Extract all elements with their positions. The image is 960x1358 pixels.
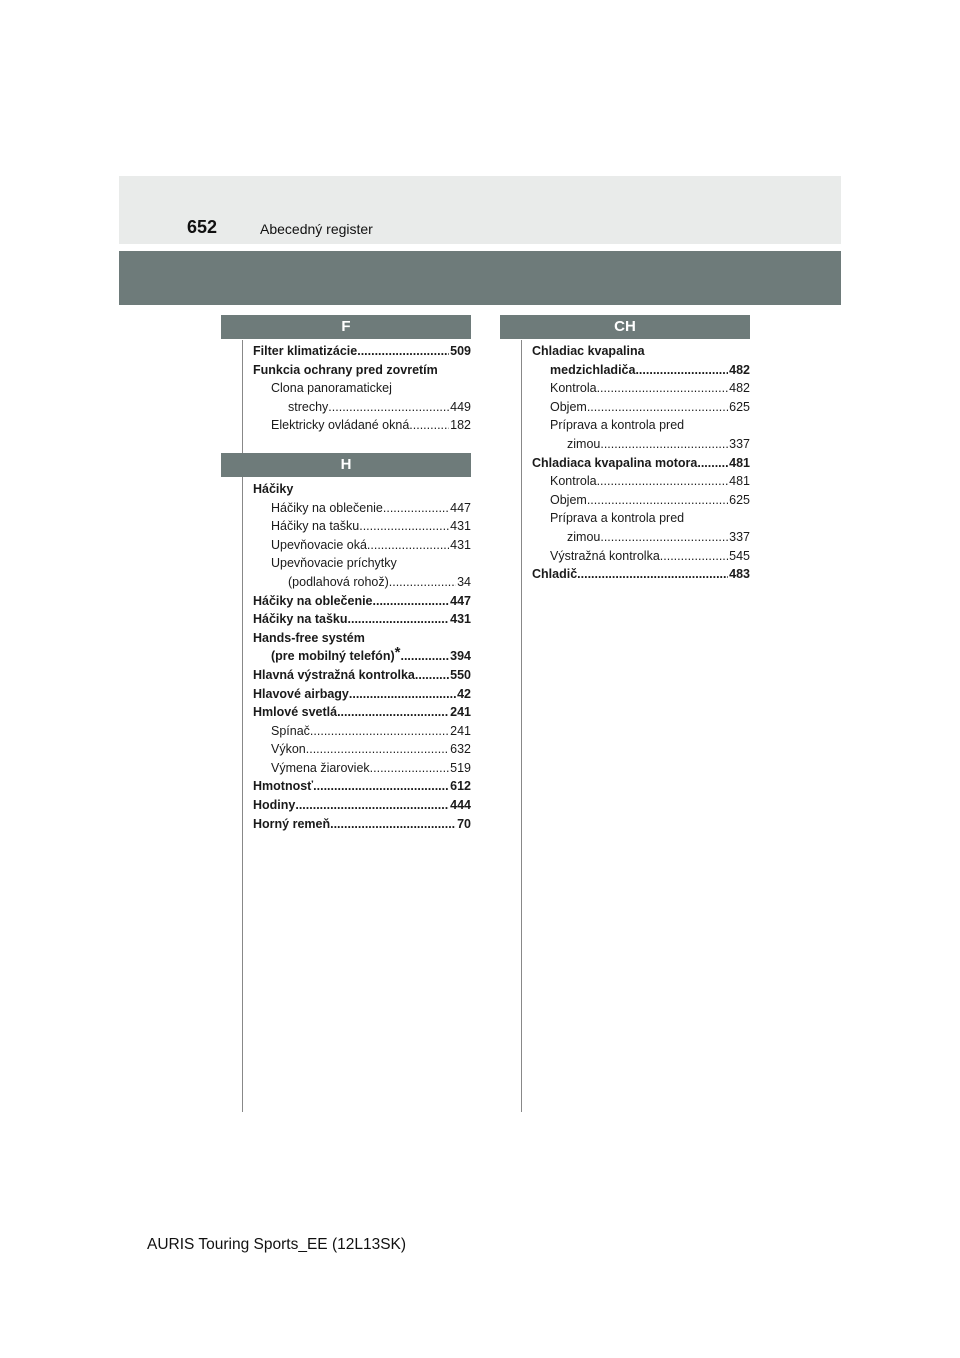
dot-leader [600, 528, 728, 547]
index-entry [253, 629, 471, 648]
right-column-divider [521, 340, 522, 1112]
index-entry-page: 509 [450, 344, 471, 358]
index-entry-text: medzichladiča [550, 362, 636, 377]
index-entry-text: Háčiky na oblečenie [271, 500, 383, 515]
index-entry-term [271, 499, 383, 518]
index-entry-term [567, 528, 600, 547]
section-title: Abecedný register [260, 221, 373, 237]
index-entry-page: 632 [450, 742, 471, 757]
index-entry-text: strechy [288, 399, 329, 414]
index-entry-term [271, 740, 306, 759]
index-entry-text: (podlahová rohož) [288, 574, 389, 589]
dot-leader [587, 398, 728, 417]
index-entry [253, 685, 471, 704]
footer-model-code: AURIS Touring Sports_EE (12L13SK) [147, 1236, 407, 1253]
index-entry-term [532, 454, 697, 473]
index-entry-page: 70 [457, 816, 471, 831]
index-entry-term [271, 644, 401, 666]
index-entry-text: (pre mobilný telefón) [271, 649, 395, 664]
index-entry [532, 472, 750, 491]
index-entry [253, 610, 471, 629]
index-entry-term [253, 777, 313, 796]
index-entry [532, 435, 750, 454]
index-entry [253, 815, 471, 834]
page-number: 652 [187, 217, 218, 237]
index-entry-text: Upevňovacie príchytky [271, 556, 397, 571]
index-entry-page: 550 [450, 667, 471, 682]
index-entry-text: Objem [550, 492, 587, 507]
dot-leader [295, 796, 449, 815]
index-entry-text: Príprava a kontrola pred [550, 418, 685, 433]
index-entry [253, 517, 471, 536]
dot-leader [597, 379, 729, 398]
index-entry-page: 447 [450, 500, 471, 515]
dot-leader [600, 435, 728, 454]
index-entry-text: zimou [567, 436, 601, 451]
index-entry [253, 703, 471, 722]
dot-leader [367, 536, 449, 555]
index-entry-page: 481 [729, 455, 750, 470]
index-entry-page: 625 [729, 492, 750, 507]
index-entry-page: 545 [729, 548, 750, 563]
index-entry-text: Upevňovacie oká [271, 537, 367, 552]
dot-leader [697, 454, 728, 473]
index-entry-text: Clona panoramatickej [271, 381, 392, 396]
index-entry [253, 398, 471, 417]
index-entry-page: 612 [450, 779, 471, 794]
index-entries [253, 342, 471, 435]
index-entry-text: Funkcia ochrany pred zovretím [253, 362, 438, 377]
index-entry-text: Výstražná kontrolka [550, 548, 660, 563]
index-column-left [253, 315, 471, 833]
index-entry-term [253, 342, 357, 361]
index-entry-term [271, 759, 370, 778]
index-entry-term [253, 361, 438, 380]
index-entry-term [550, 416, 684, 435]
index-entries [532, 342, 750, 584]
index-entry-page: 482 [729, 362, 750, 377]
index-entry-term [550, 491, 587, 510]
dot-leader [349, 685, 456, 704]
index-entry [532, 528, 750, 547]
index-entry-term [271, 554, 397, 573]
index-entry-page: 481 [729, 474, 750, 489]
index-entry [532, 398, 750, 417]
index-entry-text: Háčiky [253, 481, 294, 496]
index-entry-term [567, 435, 600, 454]
index-entry [532, 491, 750, 510]
index-entry-text: Objem [550, 399, 587, 414]
index-entry-term [253, 480, 293, 499]
index-entry-text: Háčiky na tašku [271, 519, 360, 534]
dot-leader [373, 592, 450, 611]
index-section [532, 315, 750, 584]
index-entry-text: Hmotnosť [253, 779, 314, 794]
index-entry [532, 416, 750, 435]
dot-leader [660, 547, 728, 566]
index-entry-term [253, 666, 415, 685]
index-entry-text: Chladič [532, 567, 578, 582]
dot-leader [383, 499, 449, 518]
index-entry [532, 379, 750, 398]
index-entry [253, 499, 471, 518]
index-entry-text: Filter klimatizácie [253, 344, 358, 358]
index-entry-text: Hlavná výstražná kontrolka [253, 667, 415, 682]
index-entry-text: Háčiky na oblečenie [253, 593, 373, 608]
index-entry-text: Chladiaca kvapalina motora [532, 455, 698, 470]
dot-leader [635, 361, 728, 380]
index-entry-term [253, 629, 365, 648]
dot-leader [370, 759, 449, 778]
index-entry-text: zimou [567, 529, 601, 544]
index-entry [532, 361, 750, 380]
index-entry-text: Háčiky na tašku [253, 612, 348, 627]
index-entry [532, 342, 750, 361]
index-entry-text: Chladiac kvapalina [532, 344, 645, 358]
index-entry-term [550, 547, 660, 566]
index-entry-text: Kontrola [550, 474, 597, 489]
index-entry-text: Elektricky ovládané okná [271, 418, 410, 433]
index-entry-text: Príprava a kontrola pred [550, 511, 685, 526]
header-dark-band [119, 251, 841, 305]
index-entry [253, 796, 471, 815]
index-entry [253, 777, 471, 796]
index-entry-term [288, 573, 389, 592]
index-entry-term [288, 398, 328, 417]
index-entry-page: 625 [729, 399, 750, 414]
index-entry-term [550, 509, 684, 528]
section-letter-bar: H [221, 453, 471, 477]
index-entry-term [253, 703, 337, 722]
index-section [253, 453, 471, 833]
index-entry-term [550, 472, 597, 491]
index-entry [253, 759, 471, 778]
index-entry-term [271, 517, 359, 536]
index-entry-term [550, 379, 597, 398]
index-entry-term [253, 815, 330, 834]
index-entry-page: 447 [450, 593, 471, 608]
index-entry-page: 241 [450, 723, 471, 738]
index-entry [253, 740, 471, 759]
dot-leader [328, 398, 449, 417]
index-entry-page: 34 [457, 574, 471, 589]
header-band [119, 176, 841, 244]
dot-leader [357, 342, 449, 361]
index-entry [253, 573, 471, 592]
dot-leader [330, 815, 456, 834]
index-entry [253, 361, 471, 380]
index-entry-term [253, 685, 349, 704]
index-entry-page: 483 [729, 567, 750, 582]
dot-leader [313, 777, 449, 796]
index-entry-term [253, 610, 348, 629]
index-entry-page: 482 [729, 381, 750, 396]
index-entry [253, 379, 471, 398]
dot-leader [415, 666, 449, 685]
index-entry [532, 547, 750, 566]
dot-leader [348, 610, 450, 629]
index-entry [253, 592, 471, 611]
index-entry-term [550, 398, 587, 417]
index-entry-text: Kontrola [550, 381, 597, 396]
index-entry [253, 666, 471, 685]
index-entry-term [253, 592, 373, 611]
dot-leader [337, 703, 449, 722]
index-entry-page: 241 [450, 705, 471, 720]
index-entry-text: Hmlové svetlá [253, 705, 338, 720]
index-entry [253, 342, 471, 361]
index-entry [253, 644, 471, 666]
index-entry-page: 337 [729, 436, 750, 451]
index-entry [253, 722, 471, 741]
index-entry-text: Spínač [271, 723, 310, 738]
index-entry-text: Výkon [271, 742, 306, 757]
index-entry-page: 519 [450, 760, 471, 775]
index-section [253, 315, 471, 435]
index-entry-page: 337 [729, 529, 750, 544]
index-column-right [532, 315, 750, 584]
section-letter-bar: CH [500, 315, 750, 339]
index-entry-term [532, 565, 577, 584]
index-entry-page: 449 [450, 399, 471, 414]
index-entry [532, 565, 750, 584]
index-entry-page: 444 [450, 798, 471, 813]
index-entry-term [271, 536, 367, 555]
index-entry-text: Hands-free systém [253, 630, 365, 645]
index-entry-page: 182 [450, 418, 471, 433]
dot-leader [359, 517, 449, 536]
dot-leader [587, 491, 728, 510]
index-entry-text: Výmena žiaroviek [271, 760, 370, 775]
index-entry [253, 480, 471, 499]
index-entry [253, 554, 471, 573]
index-entry [532, 454, 750, 473]
dot-leader [310, 722, 449, 741]
index-entry [253, 536, 471, 555]
index-entry-page: 431 [450, 537, 471, 552]
index-entry [532, 509, 750, 528]
index-entry-text: Hodiny [253, 798, 296, 813]
index-entry-term [532, 342, 645, 361]
index-entry-term [271, 379, 392, 398]
index-entry-term [271, 722, 310, 741]
index-entry-text: Horný remeň [253, 816, 331, 831]
dot-leader [597, 472, 729, 491]
index-entry-term [550, 361, 635, 380]
index-entry-text: Hlavové airbagy [253, 686, 349, 701]
index-entry [253, 416, 471, 435]
section-letter-bar: F [221, 315, 471, 339]
footnote-asterisk: * [394, 644, 401, 662]
index-entry-term [253, 796, 295, 815]
index-entries [253, 480, 471, 833]
index-entry-page: 394 [450, 649, 471, 664]
dot-leader [409, 416, 449, 435]
dot-leader [306, 740, 449, 759]
index-entry-page: 431 [450, 612, 471, 627]
dot-leader [577, 565, 728, 584]
dot-leader [389, 573, 456, 592]
index-entry-term [271, 416, 409, 435]
index-entry-page: 42 [457, 686, 471, 701]
dot-leader [400, 647, 449, 666]
index-entry-page: 431 [450, 519, 471, 534]
